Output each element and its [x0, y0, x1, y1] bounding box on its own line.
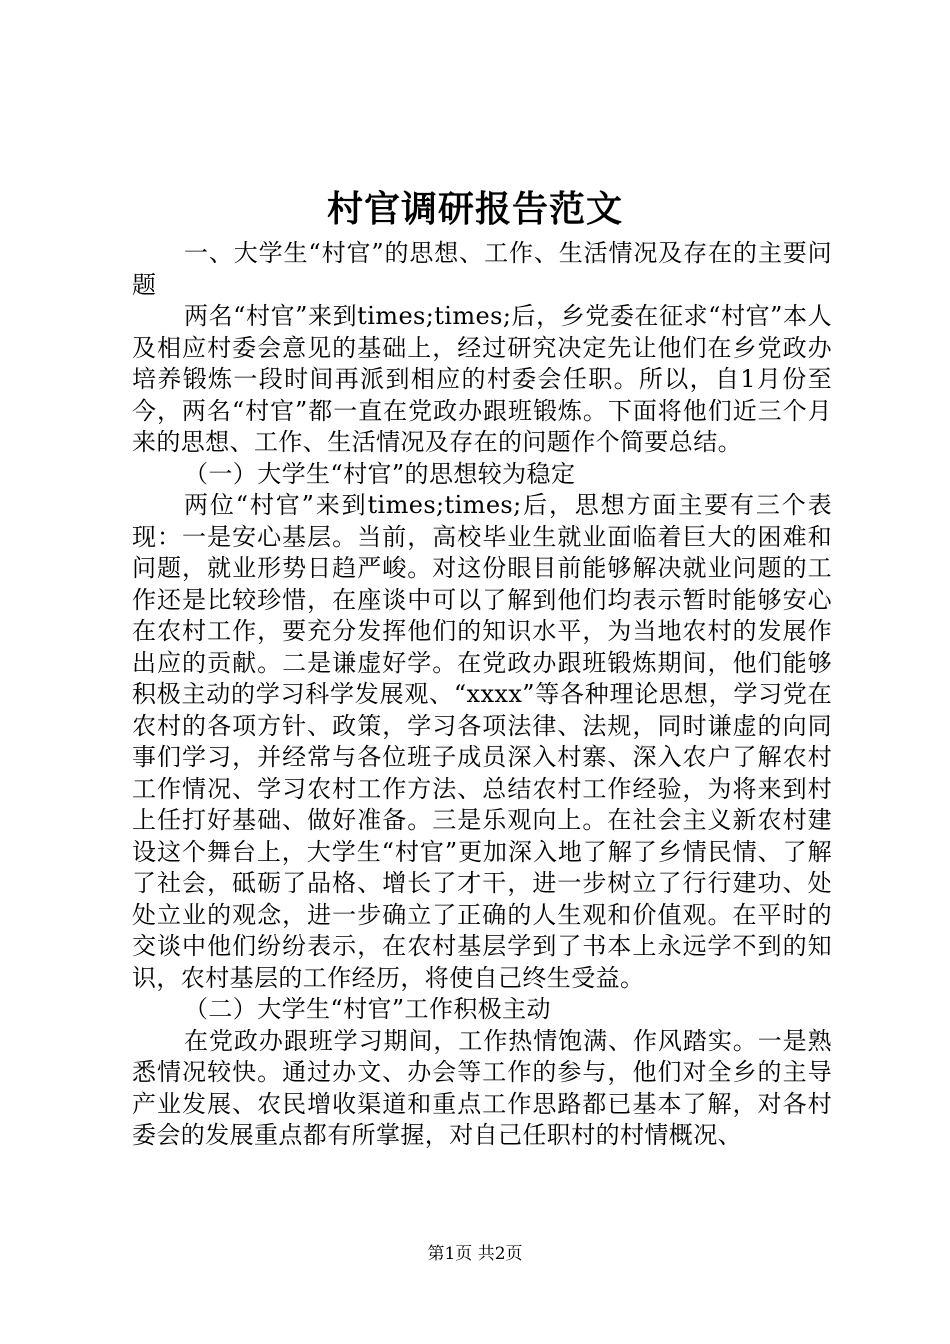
subsection-heading: （一）大学生“村官”的思想较为稳定: [184, 459, 576, 488]
body-paragraph: 在党政办跟班学习期间，工作热情饱满、作风踏实。一是熟悉情况较快。通过办文、办会等工作的参与，他们对全乡的主导产业发展、农民增收渠道和重点工作思路都已基本了解，对各村委会的发展重点都有所掌握，对自己任职村的村情概况、: [132, 1026, 832, 1149]
body-paragraph: 两名“村官”来到times;times;后，乡党委在征求“村官”本人及相应村委会意见的基础上，经过研究决定先让他们在乡党政办培养锻炼一段时间再派到相应的村委会任职。所以，自1月份至今，两名“村官”都一直在党政办跟班锻炼。下面将他们近三个月来的思想、工作、生活情况及存在的问题作个简要总结。: [132, 302, 832, 456]
section-heading: 一、大学生“村官”的思想、工作、生活情况及存在的主要问题: [132, 239, 832, 299]
document-body: [132, 238, 832, 1152]
page-number-footer: 第1页 共2页: [427, 1244, 523, 1264]
body-paragraph: 两位“村官”来到times;times;后，思想方面主要有三个表现：一是安心基层。当前，高校毕业生就业面临着巨大的困难和问题，就业形势日趋严峻。对这份眼目前能够解决就业问题的工作还是比较珍惜，在座谈中可以了解到他们均表示暂时能够安心在农村工作，要充分发挥他们的知识水平，为当地农村的发展作出应的贡献。二是谦虚好学。在党政办跟班锻炼期间，他们能够积极主动的学习科学发展观、“xxxx”等各种理论思想，学习党在农村的各项方针、政策，学习各项法律、法规，同时谦虚的向同事们学习，并经常与各位班子成员深入村寨、深入农户了解农村工作情况、学习农村工作方法、总结农村工作经验，为将来到村上任打好基础、做好准备。三是乐观向上。在社会主义新农村建设这个舞台上，大学生“村官”更加深入地了解了乡情民情、了解了社会，砥砺了品格、增长了才干，进一步树立了行行建功、处处立业的观念，进一步确立了正确的人生观和价值观。在平时的交谈中他们纷纷表示，在农村基层学到了书本上永远学不到的知识，农村基层的工作经历，将使自己终生受益。: [132, 491, 832, 992]
subsection-heading: （二）大学生“村官”工作积极主动: [184, 995, 551, 1023]
document-title: 村官调研报告范文: [326, 188, 623, 230]
